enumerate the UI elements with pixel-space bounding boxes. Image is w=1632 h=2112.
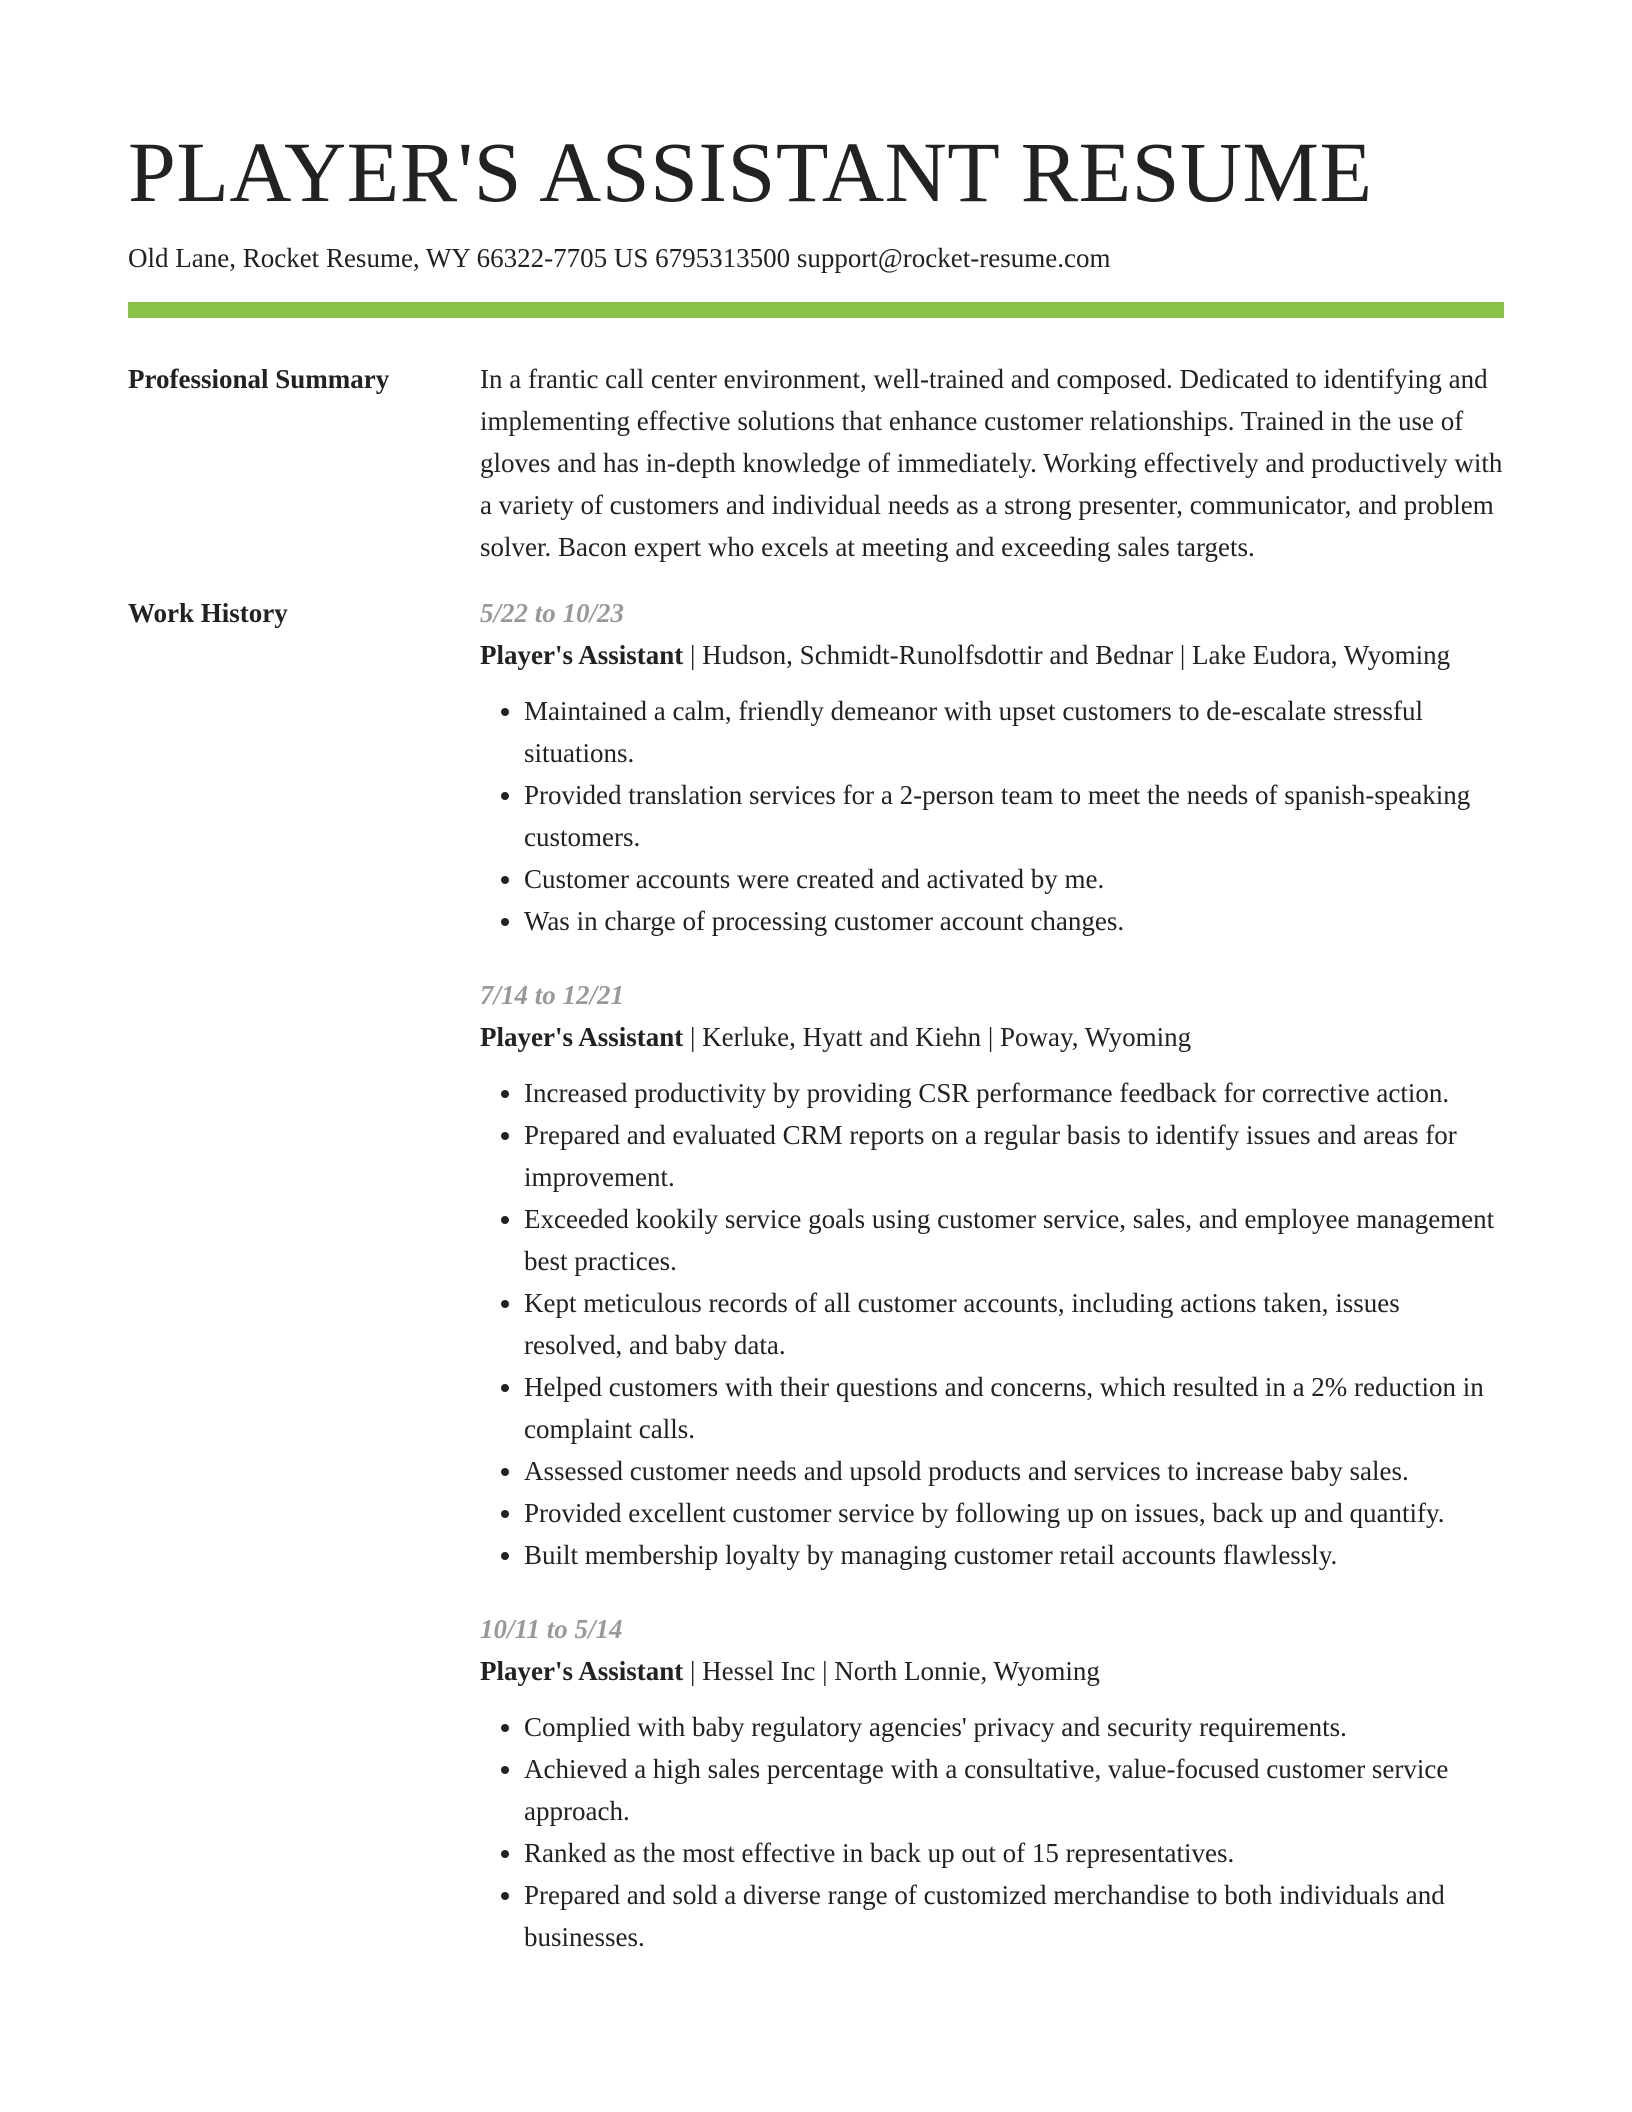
job-bullet: • Ranked as the most effective in back up out of 15 representatives.	[524, 1832, 1504, 1874]
summary-text: In a frantic call center environment, well-trained and composed. Dedicated to identifying and implementing effective solutions that enhance customer relationships. Trained in the use of gloves and has in-depth knowledge of immediately. Working effectively and productively with a variety of customers and individual needs as a strong presenter, communicator, and problem solver. Bacon expert who excels at meeting and exceeding sales targets.	[480, 364, 1503, 562]
job-bullet: • Achieved a high sales percentage with a consultative, value-focused customer service approach.	[524, 1748, 1504, 1832]
section-heading-summary: Professional Summary	[128, 364, 390, 394]
job-entry	[480, 1608, 1504, 1958]
job-dates: 10/11 to 5/14	[480, 1614, 623, 1644]
job-bullets	[480, 1706, 1504, 1958]
job-bullets	[480, 690, 1504, 942]
job-header	[480, 634, 1504, 676]
job-bullet: • Prepared and evaluated CRM reports on a regular basis to identify issues and areas for improvement.	[524, 1114, 1504, 1198]
job-bullet: • Prepared and sold a diverse range of customized merchandise to both individuals and businesses.	[524, 1874, 1504, 1958]
job-bullet: • Built membership loyalty by managing customer retail accounts flawlessly.	[524, 1534, 1504, 1576]
job-title: Player's Assistant	[480, 1656, 684, 1686]
job-header	[480, 1016, 1504, 1058]
job-bullets	[480, 1072, 1504, 1576]
job-bullet: • Was in charge of processing customer account changes.	[524, 900, 1504, 942]
job-bullet: • Provided excellent customer service by following up on issues, back up and quantify.	[524, 1492, 1504, 1534]
summary-section	[128, 358, 1504, 568]
job-header	[480, 1650, 1504, 1692]
job-bullet: • Provided translation services for a 2-person team to meet the needs of spanish-speaking customers.	[524, 774, 1504, 858]
job-dates: 7/14 to 12/21	[480, 980, 625, 1010]
job-bullet: • Complied with baby regulatory agencies' privacy and security requirements.	[524, 1706, 1504, 1748]
contact-info: Old Lane, Rocket Resume, WY 66322-7705 US 6795313500 support@rocket-resume.com	[128, 243, 1111, 273]
job-bullet: • Increased productivity by providing CSR performance feedback for corrective action.	[524, 1072, 1504, 1114]
resume-page	[128, 0, 1504, 1990]
job-bullet: • Maintained a calm, friendly demeanor with upset customers to de-escalate stressful situations.	[524, 690, 1504, 774]
job-details: | Hudson, Schmidt-Runolfsdottir and Bednar | Lake Eudora, Wyoming	[683, 640, 1451, 670]
resume-title: PLAYER'S ASSISTANT RESUME	[128, 124, 1373, 220]
job-dates: 5/22 to 10/23	[480, 598, 625, 628]
summary-body	[480, 358, 1504, 568]
job-bullet: • Customer accounts were created and activated by me.	[524, 858, 1504, 900]
job-entry	[480, 592, 1504, 942]
job-bullet: • Kept meticulous records of all customer accounts, including actions taken, issues resolved, and baby data.	[524, 1282, 1504, 1366]
job-details: | Hessel Inc | North Lonnie, Wyoming	[683, 1656, 1100, 1686]
job-title: Player's Assistant	[480, 640, 684, 670]
job-title: Player's Assistant	[480, 1022, 684, 1052]
work-history-section	[128, 592, 1504, 1990]
header-divider	[128, 302, 1504, 318]
section-heading-work-history: Work History	[128, 598, 288, 628]
job-details: | Kerluke, Hyatt and Kiehn | Poway, Wyoming	[683, 1022, 1192, 1052]
job-bullet: • Exceeded kookily service goals using customer service, sales, and employee management best practices.	[524, 1198, 1504, 1282]
work-history-body	[480, 592, 1504, 1990]
job-bullet: • Helped customers with their questions and concerns, which resulted in a 2% reduction in complaint calls.	[524, 1366, 1504, 1450]
job-entry	[480, 974, 1504, 1576]
job-bullet: • Assessed customer needs and upsold products and services to increase baby sales.	[524, 1450, 1504, 1492]
